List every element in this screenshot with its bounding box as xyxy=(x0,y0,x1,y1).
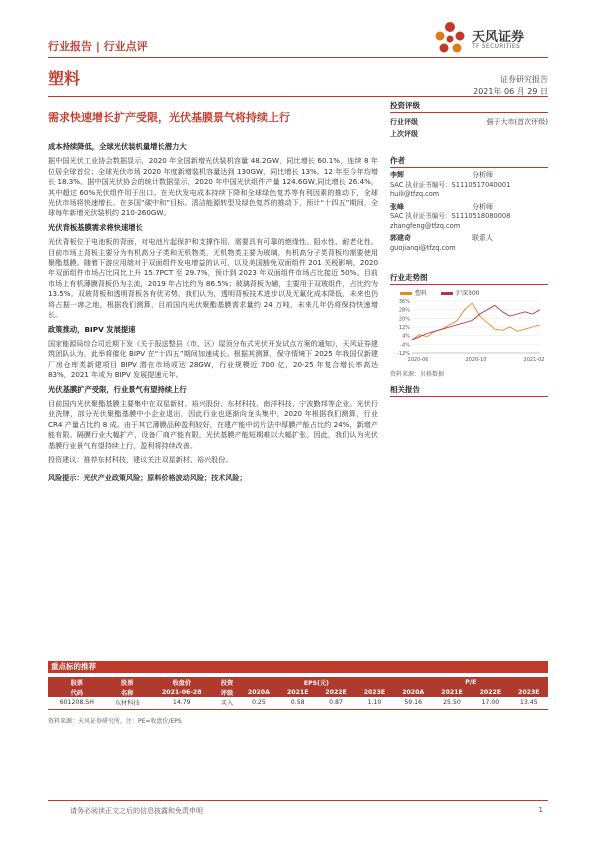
x-tick-label: 2020-10 xyxy=(465,357,487,363)
report-type: 证券研究报告 xyxy=(500,75,548,84)
author-box xyxy=(390,155,548,256)
company-logo xyxy=(432,20,552,56)
author-email[interactable]: huili@tfzq.com xyxy=(390,190,440,198)
author-email[interactable]: guojianqi@tfzq.com xyxy=(390,243,456,252)
related-box xyxy=(390,384,548,400)
section-text: 光伏背板位于电池板的背面，对电池片起保护和支撑作用，需要具有可靠的绝缘性、阻水性、耐老化性。目前市场上背板主要分为有机高分子类和无机物类，无机物类主要为玻璃，有机高分子类背板均需要使用聚酯基膜。随着下游应用端对于双面组件发电增益的认可，以及美国豁免双面组件 201 关税影响，2020 年双面组件市场占比同比上升 15.7PCT 至 29.7%，预计到 2023 年双面组件市场占比接近 50%。目前市场上有机薄膜背板仍为主流，2019 年占比约为 86.5%；玻璃背板为辅，主要用于双玻组件，占比约为 13.5%。双玻背板和透明背板各有优劣势，我们认为，透明背板技术进步以及无氟化成本降低，未来也仍将占据一席之地。根据我们测算，目前国内光伏聚酯基膜需求量约 24 万吨，未来几年仍将保持快速增长。 xyxy=(48,237,378,320)
trend-chart xyxy=(390,297,548,367)
risk-warning: 风险提示：光伏产业政策风险；原料价格波动风险；技术风险； xyxy=(48,473,247,483)
author-entry: 张峰 分析师 SAC 执业证书编号：S1110518080008 zhangfeng@tfzq.com xyxy=(390,203,548,232)
author-entry: 李辉 分析师 SAC 执业证书编号：S1110517040001 huili@tfzq.com xyxy=(390,171,548,200)
y-tick-label: 4% xyxy=(402,333,410,340)
section-heading: 政策推动，BIPV 发展提速 xyxy=(48,324,136,334)
x-tick-label: 2020-06 xyxy=(407,357,429,363)
rating-row: 行业评级 强于大市(首次评级) xyxy=(390,118,548,126)
logo-cn-text: 天风证券 xyxy=(472,30,525,45)
legend-item: 沪深300 xyxy=(441,288,479,297)
logo-mark-icon xyxy=(432,20,468,56)
trend-box xyxy=(390,272,548,378)
report-title: 需求快速增长扩产受限，光伏基膜景气将持续上行 xyxy=(48,111,290,124)
section-heading: 成本持续降低，全球光伏装机量增长潜力大 xyxy=(48,142,187,151)
footer-divider xyxy=(48,800,548,801)
report-category: 行业报告 | 行业点评 xyxy=(48,40,148,53)
y-tick-label: -4% xyxy=(400,342,410,349)
report-date: 2021年 06 月 29 日 xyxy=(473,87,548,96)
y-tick-label: -12% xyxy=(397,351,410,357)
table-title: 重点标的推荐 xyxy=(48,661,548,673)
author-entry: 郭建奇 联系人 guojianqi@tfzq.com xyxy=(390,234,548,253)
header-divider xyxy=(48,57,548,58)
chart-legend xyxy=(400,288,548,297)
rating-box xyxy=(390,100,548,140)
trend-heading: 行业走势图 xyxy=(390,272,548,285)
related-heading: 相关报告 xyxy=(390,384,548,397)
sector-title: 塑料 xyxy=(48,69,81,88)
main-content xyxy=(48,138,378,484)
investment-advice: 投资建议：推荐东材科技，建议关注双星新材、裕兴股份。 xyxy=(48,454,233,464)
section-text: 据中国光伏工业协会数据显示，2020 年全国新增光伏装机容量 48.2GW，同比增长 60.1%，连续 8 年位居全球首位；全球光伏市场 2020 年度新增装机容量达到 130GW，同比增长 13%。12 年至今年均增长 18.3%。据中国光伏协会的统计数据显示，2020 年中国光伏组件产量 124.6GW,同比增长 26.4%，其中超过 60%光伏组件用于出口。在光伏发电成本持续下降和全球绿色复苏等有利因素的推动下，全球光伏市场将快速增长。在多国“碳中和”目标、清洁能源转型及绿色复苏的推动下，预计“十四五”期间，全球每年新增光伏装机约 210-260GW。 xyxy=(48,156,378,218)
section-heading: 光伏基膜扩产受限，行业景气有望持续上行 xyxy=(48,384,187,394)
table-head-row: 股票 股票 收盘价 投资 EPS(元) P/E xyxy=(48,677,548,687)
y-tick-label: 12% xyxy=(398,325,410,331)
x-tick-label: 2021-02 xyxy=(523,357,545,363)
title-divider xyxy=(48,96,548,97)
y-tick-label: 36% xyxy=(398,299,410,305)
table-head-row: 代码 名称 2021-06-28 评级 2020A 2021E 2022E 2023E 2020A 2021E 2022E 2023E xyxy=(48,687,548,697)
table-row: 601208.SH 东材科技 14.79 买入 0.25 0.58 0.87 1.10 59.16 25.50 17.00 13.45 xyxy=(48,697,548,709)
section-heading: 光伏背板基膜需求将快速增长 xyxy=(48,222,143,232)
logo-en-text: TF SECURITIES xyxy=(472,43,521,50)
y-tick-label: 20% xyxy=(398,316,410,323)
y-tick-label: 28% xyxy=(398,307,410,314)
forecast-table xyxy=(48,677,548,710)
table-note: 资料来源：天风证券研究所，注：PE=收盘价/EPS xyxy=(48,718,182,725)
series-line xyxy=(412,303,540,340)
chart-source: 资料来源：贝格数据 xyxy=(390,371,445,378)
section-text: 目前国内光伏聚酯基膜主要集中在双星新材、裕兴股份、东材科技、南洋科技、宁波勤邦等企业。光伏行业洗牌，部分光伏聚酯基膜中小企业退出，因此行业也逐渐向龙头集中，2020 年根据我们测算，行业 CR4 产量占比约 8 成。由于其它薄膜品种盈利较好，在建产能中切片法中厚膜产能占比约 24%，新增产能有限。隔膜行业大幅扩产，设备厂商产能有限，光伏基膜产能短期难以大幅扩张。因此，我们认为光伏基膜行业景气有望持续上行，盈利将持续改善。 xyxy=(48,398,378,450)
legend-item: 塑料 xyxy=(400,288,427,297)
rating-row: 上次评级 xyxy=(390,130,418,138)
section-text: 国家能源局综合司近期下发《关于报送整县（市、区）屋顶分布式光伏开发试点方案的通知》，天风证券建筑团队认为，此举将催化 BIPV 在“十四五”期间加速成长。根据其测算，保守情境下 2025 年我国仅新建厂房仓库类新建项目 BIPV 潜在市场或达 28GW，行业规模近 700 亿，20-25 年复合增长率高达 83%，2021 年或为 BIPV 发展提速元年。 xyxy=(48,338,378,380)
page-number: 1 xyxy=(538,806,543,814)
disclaimer: 请务必阅读正文之后的信息披露和免责申明 xyxy=(70,807,203,815)
author-heading: 作者 xyxy=(390,155,548,168)
rating-heading: 投资评级 xyxy=(390,100,548,113)
industry-rating: 强于大市(首次评级) xyxy=(486,118,548,126)
author-email[interactable]: zhangfeng@tfzq.com xyxy=(390,221,461,230)
